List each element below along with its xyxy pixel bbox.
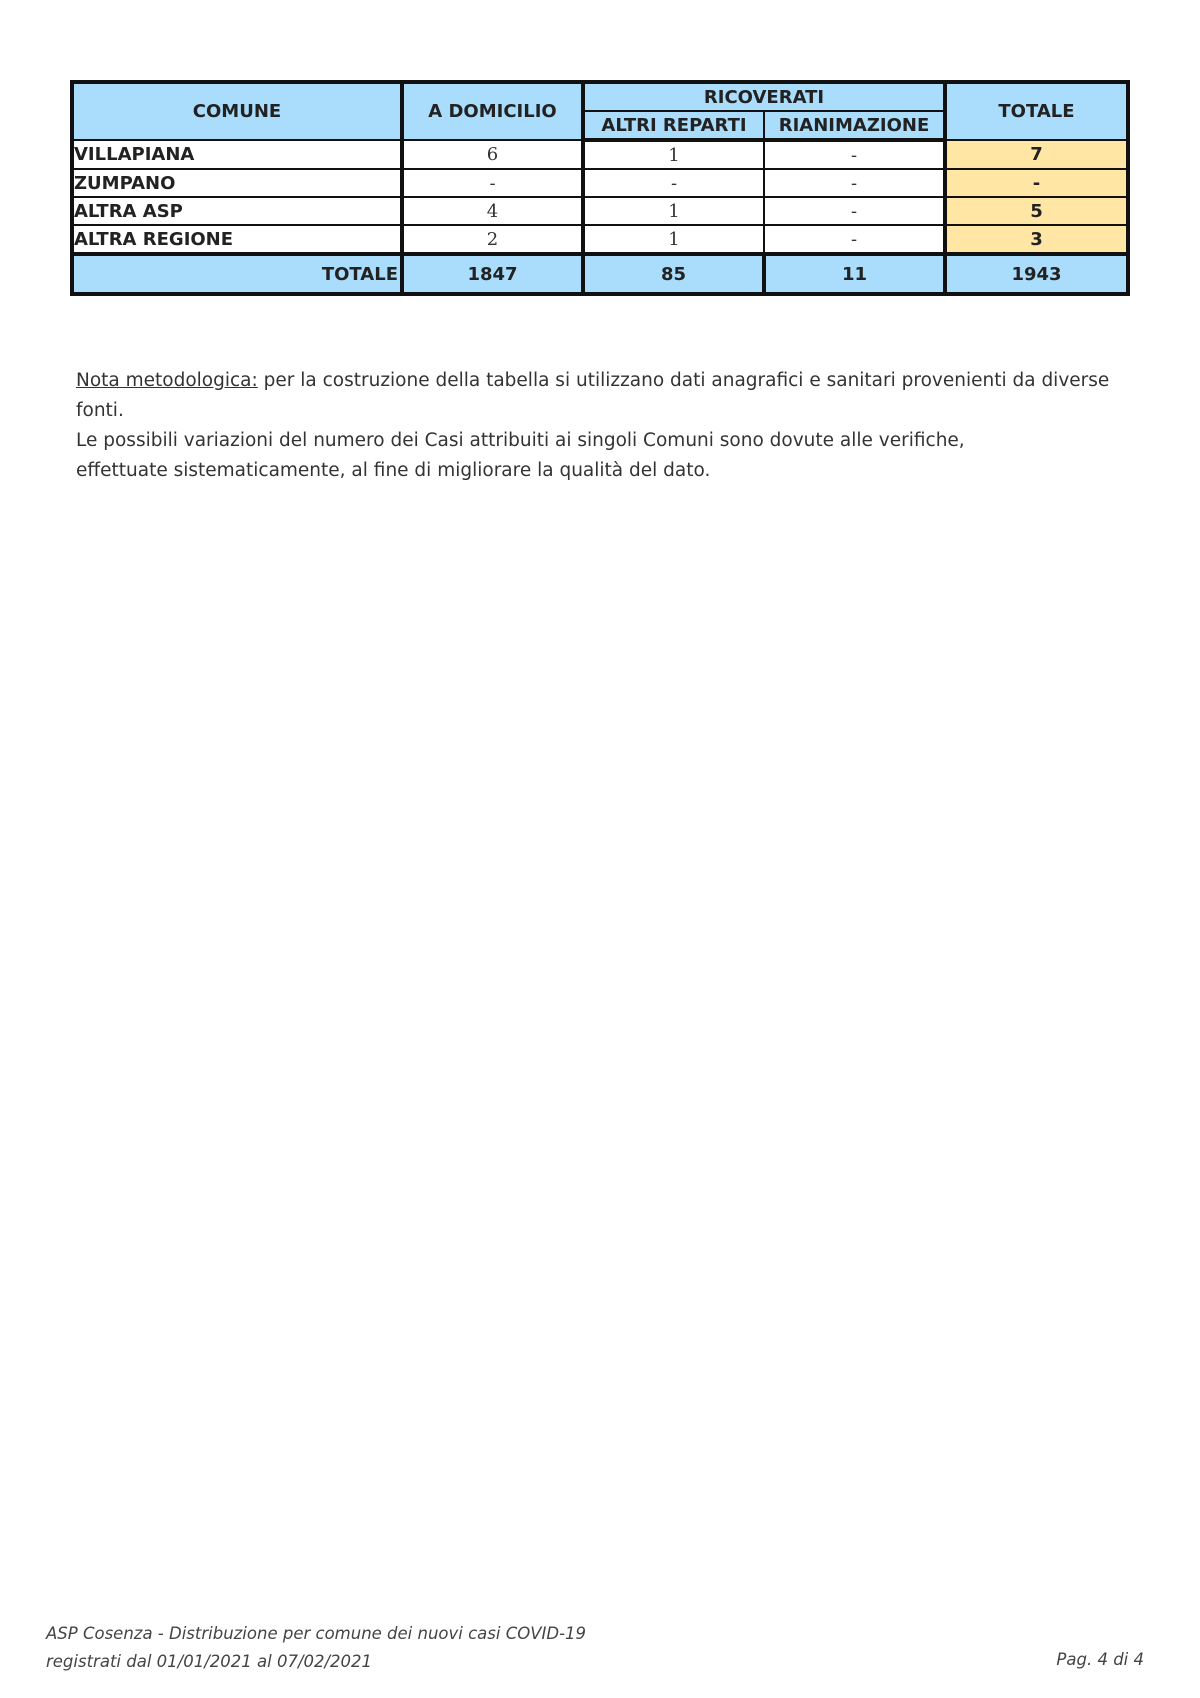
table-row (72, 169, 1128, 197)
cell-totale: 5 (945, 197, 1128, 225)
cell-domicilio: 6 (402, 140, 583, 169)
cell-domicilio: 4 (402, 197, 583, 225)
cell-comune: ALTRA REGIONE (72, 225, 402, 254)
cases-table (70, 80, 1130, 296)
table-row (72, 197, 1128, 225)
cell-rianimazione: - (764, 140, 945, 169)
cell-rianimazione: - (764, 169, 945, 197)
header-altri-reparti: ALTRI REPARTI (583, 111, 764, 140)
table-row (72, 140, 1128, 169)
total-altri-reparti: 85 (583, 254, 764, 294)
total-totale: 1943 (945, 254, 1128, 294)
cell-domicilio: 2 (402, 225, 583, 254)
note-line-1 (76, 366, 1156, 426)
header-domicilio: A DOMICILIO (402, 82, 583, 140)
note-text-1: per la costruzione della tabella si utilizzano dati anagrafici e sanitari provenienti da diverse fonti. (76, 370, 1110, 421)
cell-domicilio: - (402, 169, 583, 197)
cell-altri-reparti: 1 (583, 197, 764, 225)
cell-comune: ALTRA ASP (72, 197, 402, 225)
note-title: Nota metodologica: (76, 370, 258, 391)
total-rianimazione: 11 (764, 254, 945, 294)
cell-comune: VILLAPIANA (72, 140, 402, 169)
cell-comune: ZUMPANO (72, 169, 402, 197)
cell-altri-reparti: 1 (583, 140, 764, 169)
footer-line-1: ASP Cosenza - Distribuzione per comune dei nuovi casi COVID-19 (46, 1624, 587, 1643)
cell-altri-reparti: - (583, 169, 764, 197)
cases-table-container (70, 80, 1126, 296)
total-row (72, 254, 1128, 294)
cell-totale: - (945, 169, 1128, 197)
header-ricoverati: RICOVERATI (583, 82, 945, 111)
note-line-3: effettuate sistematicamente, al fine di migliorare la qualità del dato. (76, 460, 711, 481)
cell-altri-reparti: 1 (583, 225, 764, 254)
note-line-2: Le possibili variazioni del numero dei Casi attribuiti ai singoli Comuni sono dovute alle verifiche, (76, 430, 965, 451)
table-row (72, 225, 1128, 254)
cell-totale: 7 (945, 140, 1128, 169)
methodology-note (76, 366, 1156, 486)
cell-totale: 3 (945, 225, 1128, 254)
total-domicilio: 1847 (402, 254, 583, 294)
page-number: Pag. 4 di 4 (1056, 1650, 1144, 1669)
total-label: TOTALE (72, 254, 402, 294)
header-comune: COMUNE (72, 82, 402, 140)
cell-rianimazione: - (764, 225, 945, 254)
cell-rianimazione: - (764, 197, 945, 225)
header-rianimazione: RIANIMAZIONE (764, 111, 945, 140)
header-totale: TOTALE (945, 82, 1128, 140)
footer-caption (46, 1620, 586, 1676)
footer-line-2: registrati dal 01/01/2021 al 07/02/2021 (46, 1652, 373, 1671)
